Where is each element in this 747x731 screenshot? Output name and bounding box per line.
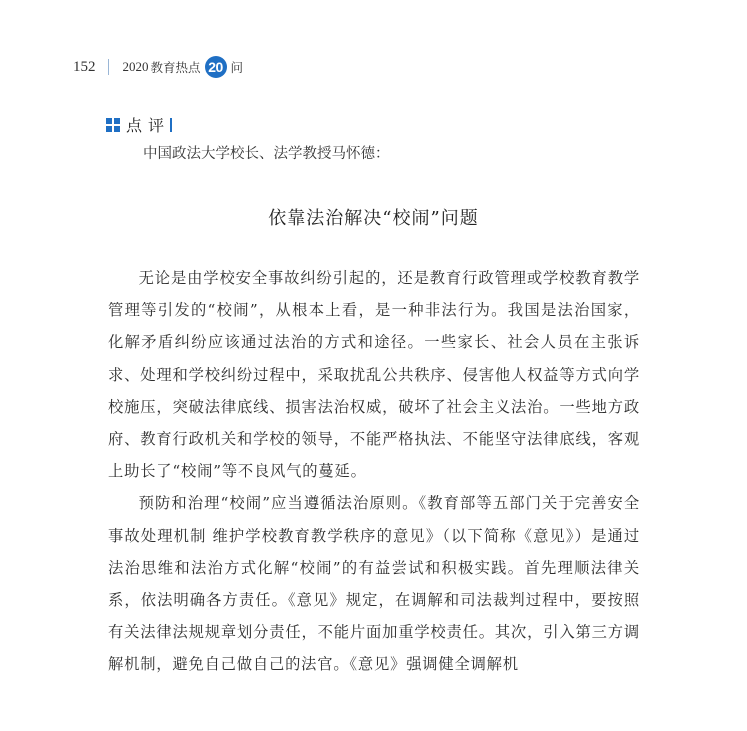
article-title: 依靠法治解决“校闹”问题 bbox=[268, 208, 479, 229]
book-title bbox=[123, 56, 244, 78]
paragraph: 无论是由学校安全事故纠纷引起的，还是教育行政管理或学校教育教学管理等引发的“校闹”，从根本上看，是一种非法行为。我国是法治国家，化解矛盾纠纷应该通过法治的方式和途径。一些家长、社会人员在主张诉求、处理和学校纠纷过程中，采取扰乱公共秩序、侵害他人权益等方式向学校施压，突破法律底线、损害法治权威，破坏了社会主义法治。一些地方政府、教育行政机关和学校的领导，不能严格执法、不能坚守法律底线，客观上助长了“校闹”等不良风气的蔓延。 bbox=[108, 269, 640, 481]
book-title-suffix: 问 bbox=[230, 60, 244, 75]
section-heading bbox=[106, 113, 172, 136]
article-body bbox=[108, 262, 640, 681]
header-divider bbox=[108, 59, 109, 75]
page-number: 152 bbox=[73, 58, 96, 75]
section-bar-icon bbox=[170, 118, 172, 132]
byline: 中国政法大学校长、法学教授马怀德： bbox=[143, 146, 390, 162]
book-title-prefix: 教育热点 bbox=[150, 60, 201, 75]
section-title: 点评 bbox=[126, 116, 171, 135]
book-year: 2020 bbox=[122, 59, 149, 74]
paragraph: 预防和治理“校闹”应当遵循法治原则。《教育部等五部门关于完善安全事故处理机制 维护学校教育教学秩序的意见》（以下简称《意见》）是通过法治思维和法治方式化解“校闹”的有益尝试和积极实践。首先理顺法律关系，依法明确各方责任。《意见》规定，在调解和司法裁判过程中，要按照有关法律法规规章划分责任，不能片面加重学校责任。其次，引入第三方调解机制，避免自己做自己的法官。《意见》强调健全调解机 bbox=[108, 494, 640, 674]
running-header bbox=[73, 56, 243, 78]
number-badge: 20 bbox=[205, 56, 227, 78]
grid-squares-icon bbox=[106, 118, 120, 132]
